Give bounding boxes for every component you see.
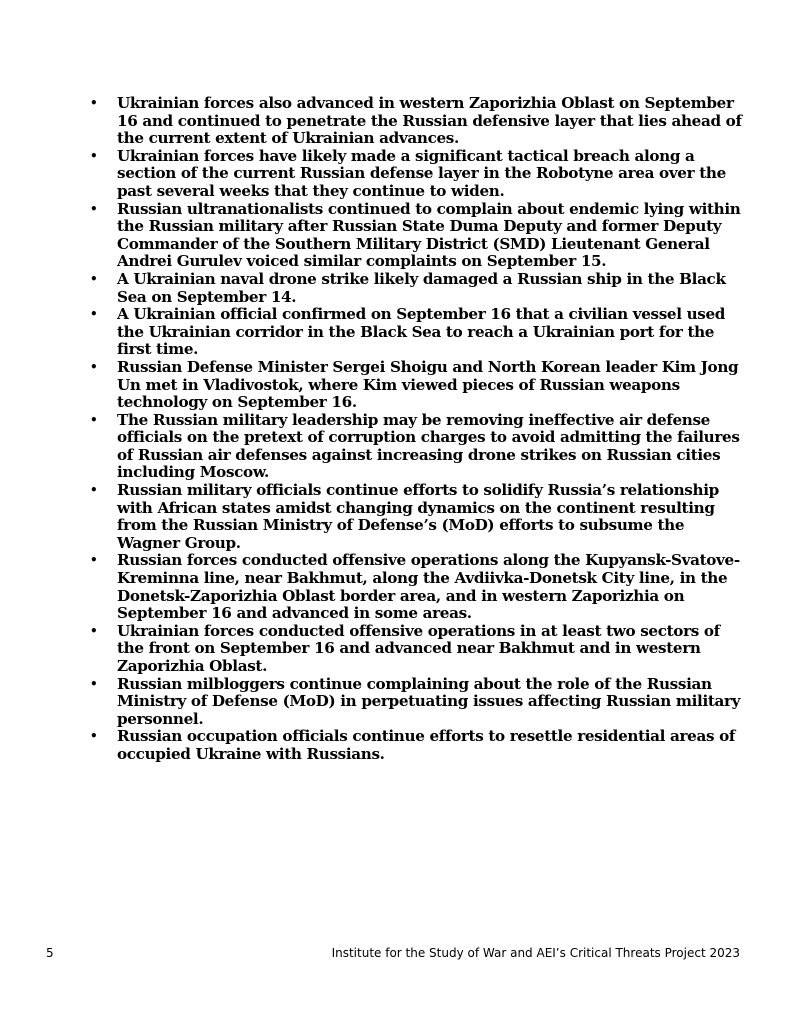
bullet-icon: • [90, 729, 98, 744]
list-item [90, 676, 750, 729]
list-item-text: Russian ultranationalists continued to complain about endemic lying within the Russian military after Russian State Duma Deputy and former Deputy Commander of the Southern Military District (SMD) Lieutenant General Andrei Gurulev voiced similar complaints on September 15. [117, 199, 741, 271]
list-item-text: Russian forces conducted offensive operations along the Kupyansk-Svatove-Kreminna line, near Bakhmut, along the Avdiivka-Donetsk City line, in the Donetsk-Zaporizhia Oblast border area, and in western Zaporizhia on September 16 and advanced in some areas. [117, 551, 740, 623]
list-item-text: Russian Defense Minister Sergei Shoigu and North Korean leader Kim Jong Un met in Vladivostok, where Kim viewed pieces of Russian weapons technology on September 16. [117, 357, 739, 412]
key-takeaways-list [90, 95, 750, 764]
list-item-text: Russian occupation officials continue efforts to resettle residential areas of occupied Ukraine with Russians. [117, 727, 736, 763]
footer-credit: Institute for the Study of War and AEI’s Critical Threats Project 2023 [331, 946, 740, 960]
list-item [90, 728, 750, 763]
bullet-icon: • [90, 553, 98, 568]
bullet-icon: • [90, 201, 98, 216]
bullet-icon: • [90, 96, 98, 110]
list-item [90, 482, 750, 552]
bullet-icon: • [90, 359, 98, 374]
list-item [90, 148, 750, 201]
list-item-text: The Russian military leadership may be removing ineffective air defense officials on the pretext of corruption charges to avoid admitting the failures of Russian air defenses against increasing drone strikes on Russian cities including Moscow. [117, 410, 740, 482]
list-item-text: Russian milbloggers continue complaining about the role of the Russian Ministry of Defense (MoD) in perpetuating issues affecting Russian military personnel. [117, 674, 741, 728]
list-item [90, 623, 750, 676]
list-item [90, 306, 750, 359]
list-item [90, 412, 750, 482]
bullet-icon: • [90, 148, 98, 163]
list-item-text: A Ukrainian official confirmed on September 16 that a civilian vessel used the Ukrainian corridor in the Black Sea to reach a Ukrainian port for the first time. [117, 305, 726, 359]
list-item-text: Ukrainian forces have likely made a significant tactical breach along a section of the current Russian defense layer in the Robotyne area over the past several weeks that they continue to widen. [117, 146, 726, 200]
bullet-icon: • [90, 271, 98, 286]
list-item-text: Ukrainian forces also advanced in western Zaporizhia Oblast on September 16 and continued to penetrate the Russian defensive layer that lies ahead of the current extent of Ukrainian advances. [117, 94, 742, 148]
bullet-icon: • [90, 676, 98, 691]
list-item-text: A Ukrainian naval drone strike likely damaged a Russian ship in the Black Sea on September 14. [117, 269, 726, 306]
bullet-icon: • [90, 307, 98, 322]
list-item [90, 271, 750, 306]
list-item [90, 201, 750, 271]
page-footer [46, 945, 740, 961]
list-item-text: Russian military officials continue efforts to solidify Russia’s relationship with African states amidst changing dynamics on the continent resulting from the Russian Ministry of Defense’s (MoD) efforts to subsume the Wagner Group. [117, 481, 719, 552]
list-item-text: Ukrainian forces conducted offensive operations in at least two sectors of the front on September 16 and advanced near Bakhmut and in western Zaporizhia Oblast. [117, 621, 720, 675]
list-item [90, 359, 750, 412]
bullet-icon: • [90, 623, 98, 638]
page-number: 5 [46, 946, 54, 960]
list-item [90, 552, 750, 622]
list-item [90, 95, 750, 148]
bullet-icon: • [90, 412, 98, 427]
bullet-icon: • [90, 483, 98, 498]
